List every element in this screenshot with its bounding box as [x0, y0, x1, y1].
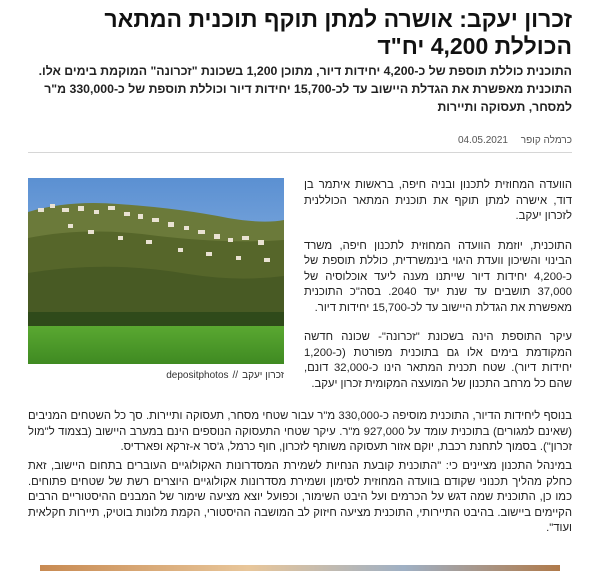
- body-paragraph: התוכנית, יוזמת הוועדה המחוזית לתכנון חיפה, משרד הבינוי והשיכון וועדת היגוי בינמשרדית, כוללת תוספת של כ-4,200 יחידות דיור שייתנו מענה ליעד אוכלוסיה של 37,000 תושבים עד שנת יעד 2040. בסה"כ התוכנית מאפשרת את הגדלת היישוב עד לכ-15,700 יחידות דיור.: [304, 239, 572, 314]
- body-paragraph: במינהל התכנון מציינים כי: "התוכנית קובעת הנחיות לשמירת המסדרונות האקולוגיים העוברים בתחום היישוב, זאת כחלק מהליך תכנוני שקודם בוועדה המחוזית לסימון ושמירת מסדרונות אקולוגיים היוצרים רשת של שטחים פתוחים. כמו כן, התוכנית שמה דגש על הכרמים ועל היבט השימור, וכפועל יוצא מציעה שימור של המבנים ההיסטוריים הרבים הקיימים ביישוב. בהיבט התיירותי, התוכנית מציעה חיזוק לב המושבה ההיסטורי, הקמת מלונות בוטיק, תיירות חקלאית ועוד".: [28, 460, 572, 534]
- article-photo[interactable]: [28, 178, 284, 364]
- publish-date: 04.05.2021: [457, 135, 508, 146]
- landscape-image: [28, 178, 284, 364]
- photo-source: depositphotos: [166, 370, 229, 381]
- article-subhead: התוכנית כוללת תוספת של כ-4,200 יחידות דיור, מתוכן 1,200 בשכונת "זכרונה" המוקמת בימים אלו. התוכנית מאפשרת את הגדלת היישוב עד לכ-15,700 יחידות דיור וכוללת תוספת של כ-330,000 מ"ר למסחר, תעסוקה ותיירות: [38, 64, 572, 114]
- article-body-column: [304, 178, 572, 406]
- body-paragraph: בנוסף ליחידות הדיור, התוכנית מוסיפה כ-330,000 מ"ר עבור שטחי מסחר, תעסוקה ותיירות. סך כל השטחים המניבים (שאינם למגורים) בתוכנית עומד על 927,000 מ"ר. עיקר שטחי התעסוקה הנוספים הינם במערב היישוב (בצמוד ל"מול זכרון"). בסמוך לתחנת רכבת, יוקם אזור תעסוקה משותף לזכרון, חוף כרמל, ג'סר א-זרקא ופארדיס.: [28, 410, 573, 453]
- body-paragraph: עיקר התוספת הינה בשכונת "זכרונה"- שכונה חדשה המקודמת בימים אלו גם בתוכנית מפורטת (כ-1,200 יחידות דיור). שטח תכנית המתאר הינו כ-32,000 דונם, שהם כל מרחב התכנון של המועצה המקומית זכרון יעקב.: [304, 331, 572, 390]
- author-name[interactable]: כרמלה קופר: [520, 135, 572, 146]
- credit-separator: //: [232, 370, 239, 381]
- photo-credit: [28, 369, 284, 382]
- article-headline: זכרון יעקב: אושרה למתן תוקף תוכנית המתאר הכוללת 4,200 יח"ד: [104, 6, 572, 59]
- byline: [28, 135, 572, 147]
- next-image-strip: [40, 565, 560, 571]
- body-paragraph: הוועדה המחוזית לתכנון ובניה חיפה, בראשות איתמר בן דוד, אישרה למתן תוקף את תוכנית המתאר הכוללנית לזכרון יעקב.: [304, 179, 572, 222]
- photo-caption: זכרון יעקב: [242, 370, 284, 381]
- byline-divider: [28, 152, 572, 153]
